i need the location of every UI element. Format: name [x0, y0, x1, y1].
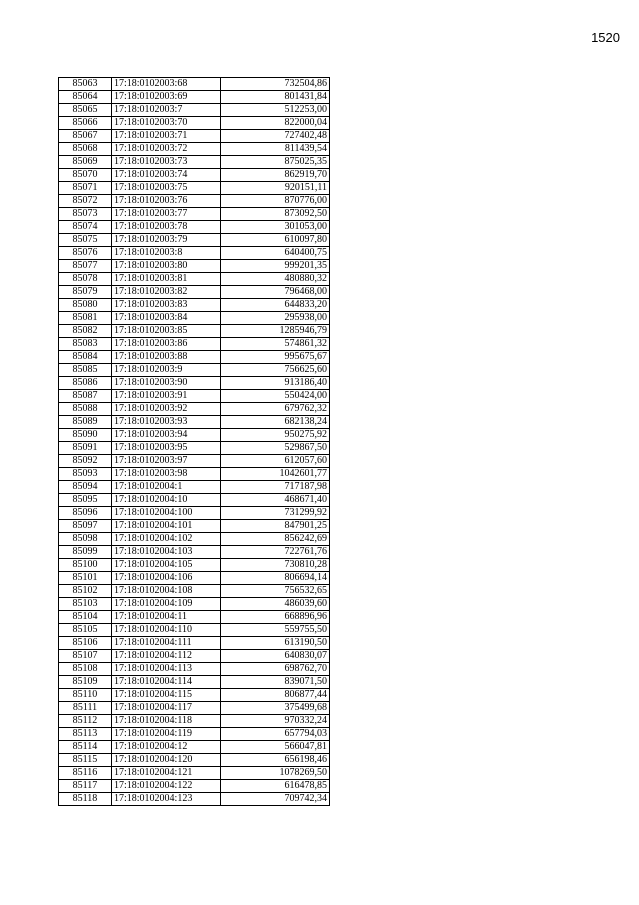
cadastral-number-cell: 17:18:0102004:111 [112, 637, 221, 650]
table-row [59, 754, 330, 767]
row-number-cell: 85118 [59, 793, 112, 806]
cadastral-number-cell: 17:18:0102004:114 [112, 676, 221, 689]
row-number-cell: 85103 [59, 598, 112, 611]
page-number: 1520 [591, 30, 620, 45]
row-number-cell: 85082 [59, 325, 112, 338]
value-cell: 656198,46 [221, 754, 330, 767]
cadastral-number-cell: 17:18:0102003:92 [112, 403, 221, 416]
value-cell: 1285946,79 [221, 325, 330, 338]
value-cell: 727402,48 [221, 130, 330, 143]
table-row [59, 611, 330, 624]
value-cell: 722761,76 [221, 546, 330, 559]
row-number-cell: 85087 [59, 390, 112, 403]
row-number-cell: 85084 [59, 351, 112, 364]
table-row [59, 221, 330, 234]
table-row [59, 793, 330, 806]
table-row [59, 728, 330, 741]
cadastral-number-cell: 17:18:0102003:79 [112, 234, 221, 247]
row-number-cell: 85088 [59, 403, 112, 416]
value-cell: 612057,60 [221, 455, 330, 468]
table-row [59, 663, 330, 676]
value-cell: 717187,98 [221, 481, 330, 494]
cadastral-number-cell: 17:18:0102003:81 [112, 273, 221, 286]
cadastral-number-cell: 17:18:0102003:90 [112, 377, 221, 390]
table-row [59, 130, 330, 143]
value-cell: 870776,00 [221, 195, 330, 208]
cadastral-number-cell: 17:18:0102003:94 [112, 429, 221, 442]
table-row [59, 559, 330, 572]
cadastral-number-cell: 17:18:0102003:95 [112, 442, 221, 455]
cadastral-number-cell: 17:18:0102003:91 [112, 390, 221, 403]
row-number-cell: 85095 [59, 494, 112, 507]
row-number-cell: 85100 [59, 559, 112, 572]
cadastral-number-cell: 17:18:0102004:100 [112, 507, 221, 520]
row-number-cell: 85109 [59, 676, 112, 689]
cadastral-number-cell: 17:18:0102003:82 [112, 286, 221, 299]
value-cell: 995675,67 [221, 351, 330, 364]
cadastral-number-cell: 17:18:0102004:112 [112, 650, 221, 663]
row-number-cell: 85067 [59, 130, 112, 143]
cadastral-number-cell: 17:18:0102004:108 [112, 585, 221, 598]
row-number-cell: 85069 [59, 156, 112, 169]
value-cell: 640400,75 [221, 247, 330, 260]
cadastral-number-cell: 17:18:0102003:88 [112, 351, 221, 364]
cadastral-number-cell: 17:18:0102003:73 [112, 156, 221, 169]
value-cell: 512253,00 [221, 104, 330, 117]
value-cell: 640830,07 [221, 650, 330, 663]
value-cell: 1042601,77 [221, 468, 330, 481]
table-row [59, 299, 330, 312]
cadastral-number-cell: 17:18:0102003:97 [112, 455, 221, 468]
value-cell: 806694,14 [221, 572, 330, 585]
row-number-cell: 85063 [59, 78, 112, 91]
row-number-cell: 85106 [59, 637, 112, 650]
value-cell: 301053,00 [221, 221, 330, 234]
value-cell: 756532,65 [221, 585, 330, 598]
cadastral-number-cell: 17:18:0102003:74 [112, 169, 221, 182]
value-cell: 847901,25 [221, 520, 330, 533]
row-number-cell: 85101 [59, 572, 112, 585]
row-number-cell: 85115 [59, 754, 112, 767]
table-row [59, 689, 330, 702]
row-number-cell: 85068 [59, 143, 112, 156]
value-cell: 529867,50 [221, 442, 330, 455]
cadastral-number-cell: 17:18:0102003:76 [112, 195, 221, 208]
row-number-cell: 85108 [59, 663, 112, 676]
row-number-cell: 85110 [59, 689, 112, 702]
cadastral-number-cell: 17:18:0102003:80 [112, 260, 221, 273]
table-row [59, 91, 330, 104]
value-cell: 913186,40 [221, 377, 330, 390]
table-row [59, 390, 330, 403]
table-row [59, 650, 330, 663]
table-row [59, 481, 330, 494]
row-number-cell: 85066 [59, 117, 112, 130]
row-number-cell: 85065 [59, 104, 112, 117]
table-row [59, 572, 330, 585]
row-number-cell: 85074 [59, 221, 112, 234]
table-row [59, 403, 330, 416]
table-row [59, 78, 330, 91]
cadastral-number-cell: 17:18:0102003:72 [112, 143, 221, 156]
row-number-cell: 85073 [59, 208, 112, 221]
value-cell: 657794,03 [221, 728, 330, 741]
row-number-cell: 85098 [59, 533, 112, 546]
table-row [59, 182, 330, 195]
cadastral-number-cell: 17:18:0102004:122 [112, 780, 221, 793]
row-number-cell: 85116 [59, 767, 112, 780]
table-row [59, 260, 330, 273]
table-row [59, 208, 330, 221]
table-row [59, 715, 330, 728]
cadastral-number-cell: 17:18:0102003:69 [112, 91, 221, 104]
row-number-cell: 85092 [59, 455, 112, 468]
cadastral-number-cell: 17:18:0102004:123 [112, 793, 221, 806]
value-cell: 756625,60 [221, 364, 330, 377]
cadastral-number-cell: 17:18:0102004:11 [112, 611, 221, 624]
table-row [59, 312, 330, 325]
table-row [59, 507, 330, 520]
row-number-cell: 85071 [59, 182, 112, 195]
table-row [59, 156, 330, 169]
value-cell: 486039,60 [221, 598, 330, 611]
row-number-cell: 85091 [59, 442, 112, 455]
value-cell: 731299,92 [221, 507, 330, 520]
row-number-cell: 85081 [59, 312, 112, 325]
table-row [59, 143, 330, 156]
row-number-cell: 85080 [59, 299, 112, 312]
cadastral-number-cell: 17:18:0102003:98 [112, 468, 221, 481]
row-number-cell: 85117 [59, 780, 112, 793]
table-row [59, 598, 330, 611]
cadastral-number-cell: 17:18:0102004:109 [112, 598, 221, 611]
value-cell: 920151,11 [221, 182, 330, 195]
value-cell: 668896,96 [221, 611, 330, 624]
value-cell: 375499,68 [221, 702, 330, 715]
cadastral-number-cell: 17:18:0102003:68 [112, 78, 221, 91]
cadastral-number-cell: 17:18:0102003:71 [112, 130, 221, 143]
value-cell: 839071,50 [221, 676, 330, 689]
row-number-cell: 85072 [59, 195, 112, 208]
table-row [59, 286, 330, 299]
row-number-cell: 85083 [59, 338, 112, 351]
cadastral-number-cell: 17:18:0102003:8 [112, 247, 221, 260]
cadastral-number-cell: 17:18:0102004:101 [112, 520, 221, 533]
table-row [59, 325, 330, 338]
value-cell: 950275,92 [221, 429, 330, 442]
table-row [59, 520, 330, 533]
cadastral-number-cell: 17:18:0102004:12 [112, 741, 221, 754]
cadastral-number-cell: 17:18:0102004:118 [112, 715, 221, 728]
table-row [59, 169, 330, 182]
row-number-cell: 85114 [59, 741, 112, 754]
row-number-cell: 85076 [59, 247, 112, 260]
table-row [59, 494, 330, 507]
table-row [59, 624, 330, 637]
cadastral-number-cell: 17:18:0102004:103 [112, 546, 221, 559]
cadastral-number-cell: 17:18:0102003:75 [112, 182, 221, 195]
table-row [59, 533, 330, 546]
row-number-cell: 85077 [59, 260, 112, 273]
cadastral-number-cell: 17:18:0102003:83 [112, 299, 221, 312]
value-cell: 566047,81 [221, 741, 330, 754]
table-row [59, 585, 330, 598]
value-cell: 1078269,50 [221, 767, 330, 780]
cadastral-number-cell: 17:18:0102004:105 [112, 559, 221, 572]
cadastral-number-cell: 17:18:0102004:120 [112, 754, 221, 767]
row-number-cell: 85089 [59, 416, 112, 429]
row-number-cell: 85064 [59, 91, 112, 104]
row-number-cell: 85112 [59, 715, 112, 728]
row-number-cell: 85097 [59, 520, 112, 533]
value-cell: 616478,85 [221, 780, 330, 793]
row-number-cell: 85086 [59, 377, 112, 390]
row-number-cell: 85094 [59, 481, 112, 494]
value-cell: 796468,00 [221, 286, 330, 299]
cadastral-number-cell: 17:18:0102004:117 [112, 702, 221, 715]
row-number-cell: 85090 [59, 429, 112, 442]
row-number-cell: 85075 [59, 234, 112, 247]
value-cell: 970332,24 [221, 715, 330, 728]
table-row [59, 247, 330, 260]
value-cell: 480880,32 [221, 273, 330, 286]
cadastral-number-cell: 17:18:0102004:113 [112, 663, 221, 676]
row-number-cell: 85085 [59, 364, 112, 377]
table-row [59, 676, 330, 689]
cadastral-number-cell: 17:18:0102003:93 [112, 416, 221, 429]
value-cell: 862919,70 [221, 169, 330, 182]
value-cell: 610097,80 [221, 234, 330, 247]
row-number-cell: 85078 [59, 273, 112, 286]
value-cell: 999201,35 [221, 260, 330, 273]
cadastral-number-cell: 17:18:0102004:10 [112, 494, 221, 507]
cadastral-number-cell: 17:18:0102004:115 [112, 689, 221, 702]
cadastral-number-cell: 17:18:0102003:9 [112, 364, 221, 377]
row-number-cell: 85102 [59, 585, 112, 598]
table-row [59, 780, 330, 793]
row-number-cell: 85093 [59, 468, 112, 481]
value-cell: 613190,50 [221, 637, 330, 650]
cadastral-number-cell: 17:18:0102004:1 [112, 481, 221, 494]
value-cell: 730810,28 [221, 559, 330, 572]
table-row [59, 468, 330, 481]
value-cell: 468671,40 [221, 494, 330, 507]
table-row [59, 429, 330, 442]
table-row [59, 702, 330, 715]
value-cell: 559755,50 [221, 624, 330, 637]
table-row [59, 117, 330, 130]
table-row [59, 455, 330, 468]
value-cell: 709742,34 [221, 793, 330, 806]
value-cell: 698762,70 [221, 663, 330, 676]
row-number-cell: 85113 [59, 728, 112, 741]
cadastral-number-cell: 17:18:0102003:70 [112, 117, 221, 130]
value-cell: 811439,54 [221, 143, 330, 156]
table-row [59, 767, 330, 780]
value-cell: 574861,32 [221, 338, 330, 351]
value-cell: 806877,44 [221, 689, 330, 702]
row-number-cell: 85079 [59, 286, 112, 299]
cadastral-value-table [58, 77, 330, 806]
row-number-cell: 85104 [59, 611, 112, 624]
table-row [59, 364, 330, 377]
cadastral-number-cell: 17:18:0102004:119 [112, 728, 221, 741]
table-row [59, 442, 330, 455]
row-number-cell: 85070 [59, 169, 112, 182]
table-row [59, 351, 330, 364]
table-row [59, 377, 330, 390]
value-cell: 856242,69 [221, 533, 330, 546]
value-cell: 801431,84 [221, 91, 330, 104]
value-cell: 550424,00 [221, 390, 330, 403]
value-cell: 679762,32 [221, 403, 330, 416]
table-row [59, 741, 330, 754]
value-cell: 644833,20 [221, 299, 330, 312]
cadastral-number-cell: 17:18:0102003:86 [112, 338, 221, 351]
table-row [59, 546, 330, 559]
table-row [59, 637, 330, 650]
row-number-cell: 85111 [59, 702, 112, 715]
row-number-cell: 85105 [59, 624, 112, 637]
value-cell: 875025,35 [221, 156, 330, 169]
row-number-cell: 85099 [59, 546, 112, 559]
value-cell: 873092,50 [221, 208, 330, 221]
table-row [59, 234, 330, 247]
cadastral-number-cell: 17:18:0102003:85 [112, 325, 221, 338]
cadastral-number-cell: 17:18:0102004:106 [112, 572, 221, 585]
cadastral-number-cell: 17:18:0102003:7 [112, 104, 221, 117]
table-row [59, 104, 330, 117]
cadastral-number-cell: 17:18:0102003:78 [112, 221, 221, 234]
cadastral-number-cell: 17:18:0102004:121 [112, 767, 221, 780]
row-number-cell: 85107 [59, 650, 112, 663]
table-row [59, 195, 330, 208]
table-row [59, 338, 330, 351]
cadastral-number-cell: 17:18:0102004:110 [112, 624, 221, 637]
value-cell: 732504,86 [221, 78, 330, 91]
cadastral-number-cell: 17:18:0102003:77 [112, 208, 221, 221]
cadastral-number-cell: 17:18:0102003:84 [112, 312, 221, 325]
value-cell: 682138,24 [221, 416, 330, 429]
cadastral-number-cell: 17:18:0102004:102 [112, 533, 221, 546]
table-row [59, 273, 330, 286]
row-number-cell: 85096 [59, 507, 112, 520]
value-cell: 295938,00 [221, 312, 330, 325]
table-row [59, 416, 330, 429]
value-cell: 822000,04 [221, 117, 330, 130]
table-body [59, 78, 330, 806]
